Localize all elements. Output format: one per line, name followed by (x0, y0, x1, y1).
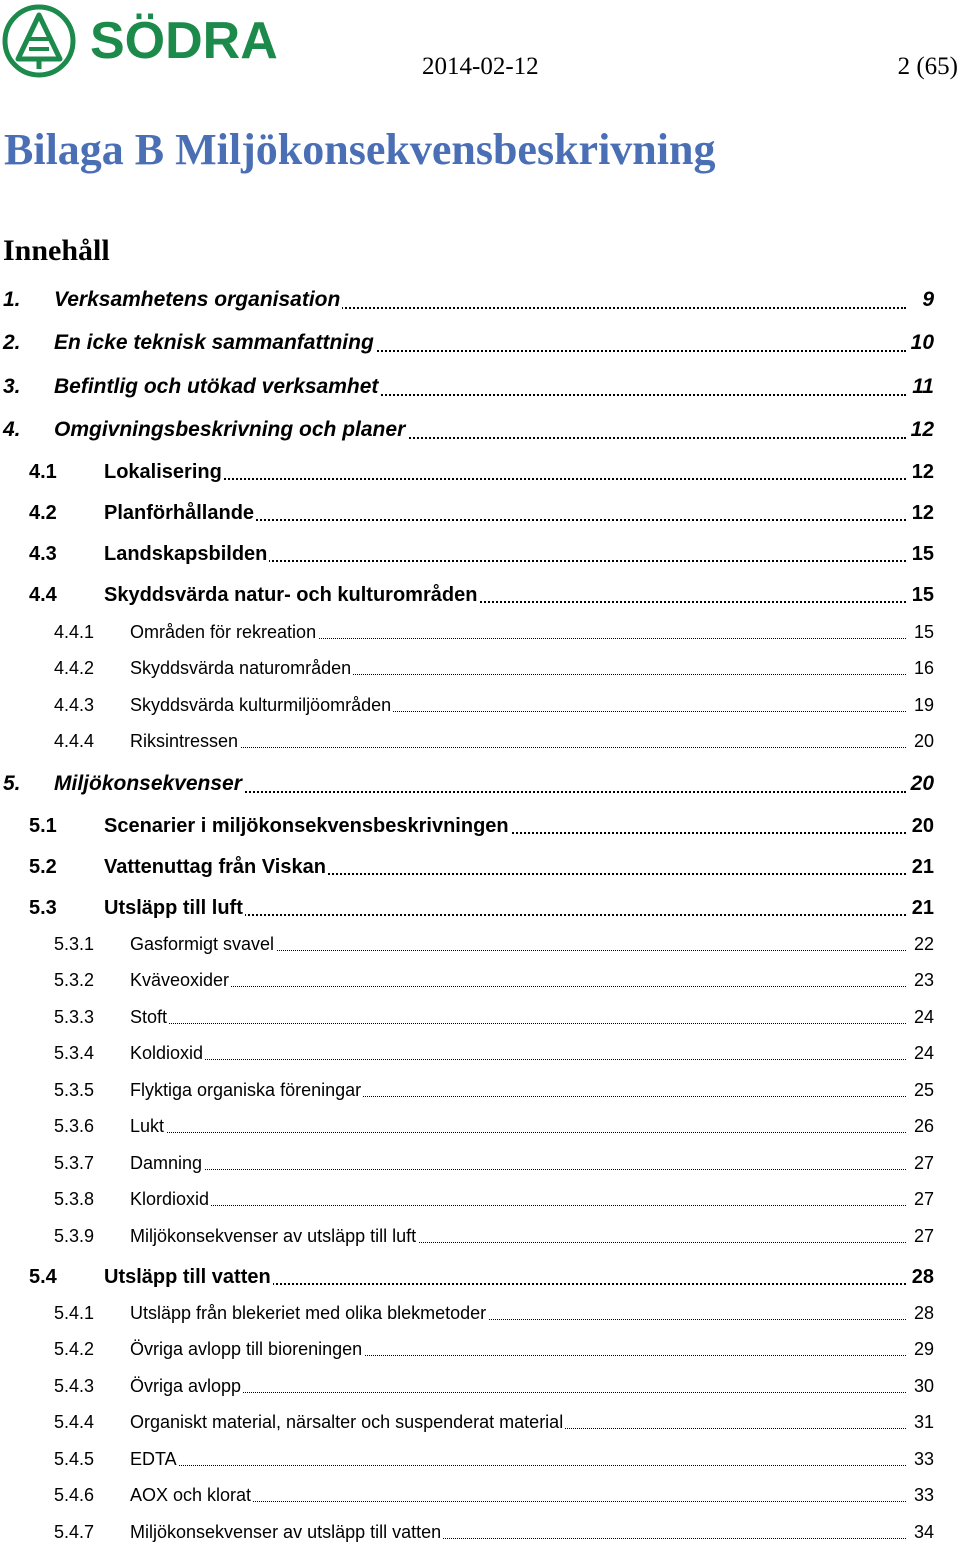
toc-entry-page: 25 (913, 1080, 934, 1100)
toc-entry-title: Utsläpp till vatten (104, 1266, 271, 1288)
toc-entry-number: 5.3.3 (54, 1007, 95, 1027)
toc-dot-leader (130, 1005, 906, 1029)
toc-entry-title: En icke teknisk sammanfattning (54, 329, 376, 357)
toc-entry[interactable] (0, 1301, 934, 1325)
toc-entry-number: 1. (3, 286, 21, 314)
toc-entry-number: 4.4.4 (54, 731, 95, 751)
toc-entry[interactable] (0, 541, 934, 567)
toc-entry-number: 5.3.5 (54, 1080, 95, 1100)
toc-entry-number: 4.2 (29, 502, 57, 524)
toc-entry-page: 29 (913, 1339, 934, 1359)
toc-entry-number: 4.4 (29, 584, 57, 606)
toc-entry-number: 4. (3, 416, 21, 444)
toc-entry-page: 34 (913, 1522, 934, 1542)
toc-entry-title: Landskapsbilden (104, 543, 268, 565)
toc-entry-number: 5.3.1 (54, 934, 95, 954)
toc-entry-title: Befintlig och utökad verksamhet (54, 373, 380, 401)
toc-entry[interactable] (0, 1264, 934, 1290)
toc-dot-leader (130, 968, 906, 992)
toc-dot-leader (130, 1187, 906, 1211)
toc-entry[interactable] (0, 1483, 934, 1507)
toc-entry-page: 28 (913, 1303, 934, 1323)
toc-entry-title: Planförhållande (104, 502, 255, 524)
toc-entry-page: 20 (911, 815, 934, 837)
toc-entry[interactable] (0, 286, 934, 314)
toc-entry-number: 5. (3, 770, 21, 798)
toc-entry-title: Övriga avlopp till bioreningen (130, 1339, 363, 1359)
toc-entry-title: Skyddsvärda kulturmiljöområden (130, 695, 392, 715)
toc-entry[interactable] (0, 459, 934, 485)
toc-entry-title: Organiskt material, närsalter och suspenderat material (130, 1412, 564, 1432)
toc-entry[interactable] (0, 1078, 934, 1102)
toc-entry-number: 4.3 (29, 543, 57, 565)
toc-entry-page: 33 (913, 1449, 934, 1469)
toc-entry[interactable] (0, 1410, 934, 1434)
logo-wordmark: SÖDRA (90, 12, 278, 70)
toc-entry-page: 15 (911, 543, 934, 565)
toc-entry-title: Koldioxid (130, 1043, 204, 1063)
toc-entry[interactable] (0, 1337, 934, 1361)
toc-entry[interactable] (0, 1520, 934, 1544)
toc-entry-page: 27 (913, 1189, 934, 1209)
toc-entry-number: 5.3.6 (54, 1116, 95, 1136)
toc-entry-page: 21 (911, 897, 934, 919)
toc-entry-title: Riksintressen (130, 731, 239, 751)
page-header (0, 0, 960, 100)
toc-entry-page: 12 (911, 461, 934, 483)
toc-entry-number: 5.3.9 (54, 1226, 95, 1246)
toc-entry-number: 5.3.2 (54, 970, 95, 990)
toc-dot-leader (130, 1114, 906, 1138)
toc-entry[interactable] (0, 373, 934, 401)
toc-entry-number: 5.4.7 (54, 1522, 95, 1542)
toc-entry[interactable] (0, 1374, 934, 1398)
toc-dot-leader (104, 459, 906, 485)
toc-dot-leader (130, 1151, 906, 1175)
toc-entry[interactable] (0, 416, 934, 444)
toc-entry-number: 4.1 (29, 461, 57, 483)
toc-dot-leader (130, 1041, 906, 1065)
toc-entry-title: Skyddsvärda naturområden (130, 658, 352, 678)
toc-entry-title: EDTA (130, 1449, 177, 1469)
toc-entry-number: 2. (3, 329, 21, 357)
toc-entry-number: 4.4.1 (54, 622, 95, 642)
toc-entry-page: 20 (913, 731, 934, 751)
toc-entry[interactable] (0, 620, 934, 644)
toc-entry-title: Stoft (130, 1007, 168, 1027)
toc-entry-title: Miljökonsekvenser (54, 770, 244, 798)
toc-entry-number: 5.4.5 (54, 1449, 95, 1469)
toc-entry-title: Scenarier i miljökonsekvensbeskrivningen (104, 815, 509, 837)
toc-entry-page: 28 (911, 1266, 934, 1288)
toc-entry-title: Skyddsvärda natur- och kulturområden (104, 584, 478, 606)
toc-entry[interactable] (0, 1005, 934, 1029)
toc-entry-page: 9 (920, 286, 934, 314)
toc-entry-page: 24 (913, 1007, 934, 1027)
toc-entry[interactable] (0, 329, 934, 357)
toc-entry[interactable] (0, 656, 934, 680)
toc-entry[interactable] (0, 693, 934, 717)
toc-entry-page: 12 (911, 502, 934, 524)
toc-entry-page: 16 (913, 658, 934, 678)
toc-entry-page: 22 (913, 934, 934, 954)
sodra-logo (2, 3, 322, 79)
toc-entry-number: 5.2 (29, 856, 57, 878)
toc-entry-title: Miljökonsekvenser av utsläpp till vatten (130, 1522, 442, 1542)
toc-entry-page: 19 (913, 695, 934, 715)
tree-triangle-icon (2, 3, 82, 79)
toc-entry-page: 10 (909, 329, 934, 357)
toc-entry-title: Gasformigt svavel (130, 934, 275, 954)
toc-entry-title: Kväveoxider (130, 970, 230, 990)
toc-entry-number: 5.3.7 (54, 1153, 95, 1173)
toc-entry-title: Omgivningsbeskrivning och planer (54, 416, 407, 444)
toc-entry-number: 5.4.6 (54, 1485, 95, 1505)
toc-entry[interactable] (0, 500, 934, 526)
toc-entry[interactable] (0, 582, 934, 608)
toc-entry[interactable] (0, 729, 934, 753)
toc-entry[interactable] (0, 854, 934, 880)
toc-entry-number: 5.4.2 (54, 1339, 95, 1359)
toc-entry[interactable] (0, 1224, 934, 1248)
toc-entry-title: Områden för rekreation (130, 622, 317, 642)
toc-entry[interactable] (0, 1447, 934, 1471)
toc-entry-page: 31 (913, 1412, 934, 1432)
toc-entry-number: 5.1 (29, 815, 57, 837)
toc-entry-title: Klordioxid (130, 1189, 210, 1209)
toc-entry-page: 23 (913, 970, 934, 990)
toc-entry-title: Damning (130, 1153, 203, 1173)
toc-entry-number: 5.4 (29, 1266, 57, 1288)
toc-entry-title: Lukt (130, 1116, 165, 1136)
toc-entry[interactable] (0, 813, 934, 839)
toc-entry-page: 11 (910, 373, 934, 401)
toc-entry-page: 27 (913, 1226, 934, 1246)
toc-entry-number: 3. (3, 373, 21, 401)
toc-entry-page: 20 (909, 770, 934, 798)
toc-entry-number: 5.3 (29, 897, 57, 919)
toc-entry-page: 15 (913, 622, 934, 642)
toc-heading: Innehåll (3, 234, 110, 267)
document-date: 2014-02-12 (422, 53, 539, 80)
page-number: 2 (65) (897, 53, 958, 80)
toc-entry[interactable] (0, 770, 934, 798)
toc-entry-title: Utsläpp till luft (104, 897, 243, 919)
toc-entry[interactable] (0, 895, 934, 921)
toc-entry[interactable] (0, 968, 934, 992)
toc-entry-number: 4.4.3 (54, 695, 95, 715)
toc-entry-number: 5.4.3 (54, 1376, 95, 1396)
toc-entry-page: 33 (913, 1485, 934, 1505)
toc-entry-title: Miljökonsekvenser av utsläpp till luft (130, 1226, 417, 1246)
toc-entry-page: 24 (913, 1043, 934, 1063)
toc-entry-number: 5.3.4 (54, 1043, 95, 1063)
toc-entry-page: 15 (911, 584, 934, 606)
toc-entry-page: 26 (913, 1116, 934, 1136)
toc-entry[interactable] (0, 1151, 934, 1175)
toc-entry-number: 5.4.1 (54, 1303, 95, 1323)
toc-entry-title: Verksamhetens organisation (54, 286, 342, 314)
toc-dot-leader (130, 729, 906, 753)
toc-entry-title: Övriga avlopp (130, 1376, 242, 1396)
toc-dot-leader (130, 1447, 906, 1471)
toc-entry-number: 5.4.4 (54, 1412, 95, 1432)
toc-entry-title: AOX och klorat (130, 1485, 252, 1505)
toc-entry-page: 12 (909, 416, 934, 444)
toc-entry-number: 5.3.8 (54, 1189, 95, 1209)
document-title: Bilaga B Miljökonsekvensbeskrivning (4, 125, 716, 174)
toc-entry-title: Flyktiga organiska föreningar (130, 1080, 362, 1100)
toc-entry-title: Vattenuttag från Viskan (104, 856, 326, 878)
toc-entry[interactable] (0, 1114, 934, 1138)
toc-entry[interactable] (0, 932, 934, 956)
toc-dot-leader (130, 1374, 906, 1398)
toc-entry-title: Utsläpp från blekeriet med olika blekmetoder (130, 1303, 487, 1323)
toc-entry[interactable] (0, 1041, 934, 1065)
toc-entry-number: 4.4.2 (54, 658, 95, 678)
toc-entry-page: 30 (913, 1376, 934, 1396)
toc-entry-page: 27 (913, 1153, 934, 1173)
toc-entry[interactable] (0, 1187, 934, 1211)
toc-entry-page: 21 (911, 856, 934, 878)
toc-entry-title: Lokalisering (104, 461, 222, 483)
